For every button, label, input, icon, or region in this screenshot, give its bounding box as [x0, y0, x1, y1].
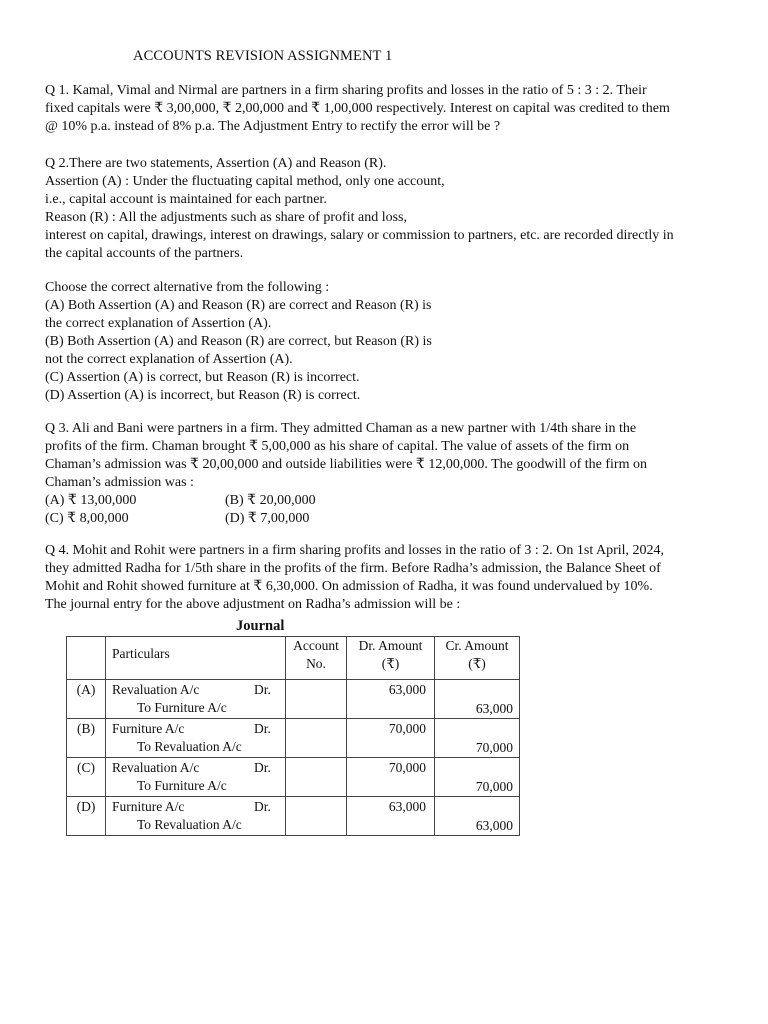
q4-line: Mohit and Rohit showed furniture at ₹ 6,30,000. On admission of Radha, it was found undervalued by 10%.	[45, 579, 653, 594]
q3-option-b: (B) ₹ 20,00,000	[225, 493, 316, 508]
journal-header-row	[67, 637, 520, 680]
q4-line: Q 4. Mohit and Rohit were partners in a firm sharing profits and losses in the ratio of 3 : 2. On 1st April, 2024,	[45, 543, 665, 558]
dr-header-line: (₹)	[381, 656, 400, 671]
q2-option: not the correct explanation of Assertion (A).	[45, 352, 293, 367]
credit-account: To Revaluation A/c	[137, 817, 242, 832]
journal-header-dr-amount	[347, 637, 435, 680]
journal-particulars	[106, 797, 286, 836]
q3-options-row	[45, 492, 725, 510]
debit-account: Revaluation A/c	[112, 682, 200, 697]
debit-account: Revaluation A/c	[112, 760, 200, 775]
page-title: ACCOUNTS REVISION ASSIGNMENT 1	[133, 48, 393, 64]
journal-row	[67, 797, 520, 836]
journal-particulars	[106, 758, 286, 797]
q3-option-c: (C) ₹ 8,00,000	[45, 511, 129, 526]
q2-option: the correct explanation of Assertion (A).	[45, 316, 272, 331]
dr-label: Dr.	[254, 682, 271, 697]
journal-particulars	[106, 680, 286, 719]
q2-option: (C) Assertion (A) is correct, but Reason (R) is incorrect.	[45, 370, 360, 385]
journal-dr-amount: 63,000	[347, 797, 435, 836]
journal-particulars	[106, 719, 286, 758]
q3-line: profits of the firm. Chaman brought ₹ 5,00,000 as his share of capital. The value of assets of the firm on	[45, 439, 630, 454]
cr-header-line: (₹)	[468, 656, 486, 671]
q3-option-a: (A) ₹ 13,00,000	[45, 493, 137, 508]
journal-account-no	[286, 719, 347, 758]
q2-line: Reason (R) : All the adjustments such as share of profit and loss,	[45, 210, 407, 225]
q1-line: Q 1. Kamal, Vimal and Nirmal are partners in a firm sharing profits and losses in the ratio of 5 : 3 : 2. Their	[45, 83, 647, 98]
q4-line: The journal entry for the above adjustment on Radha’s admission will be :	[45, 597, 461, 612]
journal-header-account-no	[286, 637, 347, 680]
journal-header-cr-amount	[435, 637, 520, 680]
q4-line: they admitted Radha for 1/5th share in the profits of the firm. Before Radha’s admission, the Balance Sheet of	[45, 561, 661, 576]
journal-row	[67, 680, 520, 719]
credit-account: To Furniture A/c	[137, 778, 227, 793]
credit-account: To Revaluation A/c	[137, 739, 242, 754]
cr-header-line: Cr. Amount	[445, 638, 509, 653]
journal-account-no	[286, 680, 347, 719]
q1-line: @ 10% p.a. instead of 8% p.a. The Adjustment Entry to rectify the error will be ?	[45, 119, 501, 134]
journal-account-no	[286, 797, 347, 836]
credit-account: To Furniture A/c	[137, 700, 227, 715]
q2-line: the capital accounts of the partners.	[45, 246, 244, 261]
q2-choose-instruction: Choose the correct alternative from the following :	[45, 280, 330, 295]
q2-option: (B) Both Assertion (A) and Reason (R) are correct, but Reason (R) is	[45, 334, 432, 349]
journal-dr-amount: 70,000	[347, 758, 435, 797]
dr-header-line: Dr. Amount	[358, 638, 423, 653]
journal-option-label: (C)	[67, 758, 106, 797]
journal-header-particulars: Particulars	[106, 637, 286, 680]
journal-row	[67, 719, 520, 758]
question-2-options	[45, 279, 725, 405]
q3-line: Q 3. Ali and Bani were partners in a firm. They admitted Chaman as a new partner with 1/4th share in the	[45, 421, 637, 436]
journal-table	[66, 636, 520, 836]
q2-line: Assertion (A) : Under the fluctuating capital method, only one account,	[45, 174, 445, 189]
account-header-line: Account	[293, 638, 339, 653]
journal-header-option	[67, 637, 106, 680]
q1-line: fixed capitals were ₹ 3,00,000, ₹ 2,00,000 and ₹ 1,00,000 respectively. Interest on capital was credited to them	[45, 101, 670, 116]
question-2	[45, 155, 725, 263]
journal-cr-amount: 70,000	[435, 758, 520, 797]
debit-account: Furniture A/c	[112, 799, 185, 814]
journal-cr-amount: 70,000	[435, 719, 520, 758]
question-3	[45, 420, 725, 528]
q2-option: (D) Assertion (A) is incorrect, but Reason (R) is correct.	[45, 388, 361, 403]
dr-label: Dr.	[254, 721, 271, 736]
q3-option-d: (D) ₹ 7,00,000	[225, 511, 310, 526]
q2-line: interest on capital, drawings, interest on drawings, salary or commission to partners, etc. are recorded directly in	[45, 228, 674, 243]
journal-row	[67, 758, 520, 797]
q2-option: (A) Both Assertion (A) and Reason (R) are correct and Reason (R) is	[45, 298, 432, 313]
dr-label: Dr.	[254, 799, 271, 814]
q3-options-row	[45, 510, 725, 528]
debit-account: Furniture A/c	[112, 721, 185, 736]
journal-option-label: (B)	[67, 719, 106, 758]
question-1	[45, 82, 725, 136]
journal-account-no	[286, 758, 347, 797]
q3-line: Chaman’s admission was ₹ 20,00,000 and outside liabilities were ₹ 12,00,000. The goodwill of the firm on	[45, 457, 647, 472]
journal-cr-amount: 63,000	[435, 680, 520, 719]
journal-dr-amount: 63,000	[347, 680, 435, 719]
q3-line: Chaman’s admission was :	[45, 475, 194, 490]
dr-label: Dr.	[254, 760, 271, 775]
journal-option-label: (D)	[67, 797, 106, 836]
account-header-line: No.	[306, 656, 326, 671]
q2-line: i.e., capital account is maintained for each partner.	[45, 192, 327, 207]
q2-line: Q 2.There are two statements, Assertion (A) and Reason (R).	[45, 156, 387, 171]
journal-dr-amount: 70,000	[347, 719, 435, 758]
journal-title: Journal	[236, 618, 285, 634]
journal-cr-amount: 63,000	[435, 797, 520, 836]
question-4	[45, 542, 725, 614]
journal-option-label: (A)	[67, 680, 106, 719]
